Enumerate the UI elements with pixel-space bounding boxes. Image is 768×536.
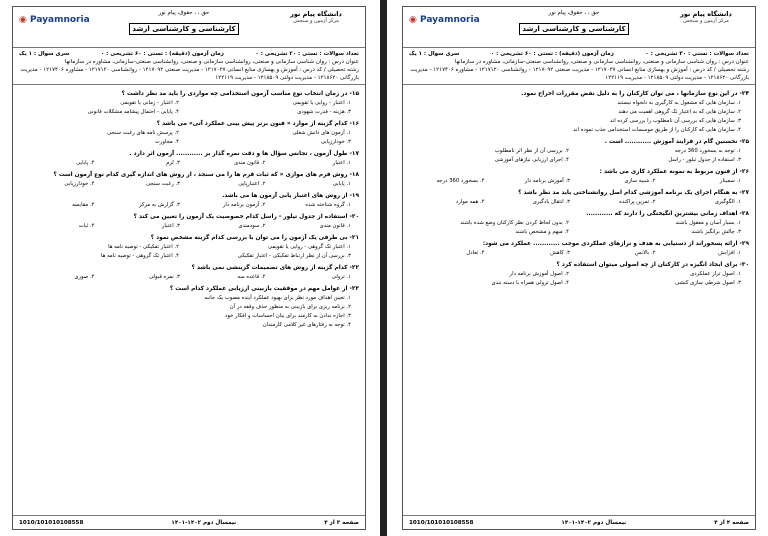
answer-option[interactable]: ۲. سازمان هایی که به اعتبار تک گروهی اهمیت می دهند — [618, 109, 741, 115]
field-code: رشته تحصیلی / کد درس : آموزش و بهسازی منابع انسانی ۱۲۱۷۰۲۷ - مدیریت صنعتی ۱۲۱۷۰۹۲ - روانشناسی ۱۲۱۷۱۲۰ - مشاوره ۱۲۱۷۴۰۶ - مدیریت — [20, 67, 359, 73]
answer-option[interactable]: ۱. اعتبار - روایی یا تقویمی — [292, 100, 351, 106]
answer-option[interactable]: ۳. خودارزیابی — [320, 139, 351, 145]
answer-option[interactable]: ۴. پایایی — [76, 160, 95, 166]
answer-option[interactable]: ۲. بالانس — [634, 250, 656, 256]
exam-time: زمان آزمون (دقیقه) : تستی : ۶۰ تشریحی : ۰ — [490, 51, 614, 57]
question-options — [409, 249, 749, 258]
answer-option[interactable]: ۱. الگوگیری — [714, 199, 741, 205]
answer-option[interactable]: ۱. آزمون های دانش شغلی — [292, 130, 351, 136]
answer-option[interactable]: ۳. انتقال یادگیری — [532, 199, 570, 205]
question-count: تعداد سوالات : تستی : ۳۰ تشریحی : ۰ — [645, 51, 749, 57]
question-series: سری سوال : ۱ یک — [19, 51, 70, 57]
exam-title: کارشناسی و کارشناسی ارشد — [519, 23, 628, 35]
answer-option[interactable]: ۳. اجازه ندادن به کارمند برای بیان احساسات و افکار خود — [224, 313, 351, 319]
answer-option[interactable]: ۱. اعتبار تک گروهی - روایی یا تقویمی — [267, 244, 351, 250]
question-options — [409, 177, 749, 186]
answer-option[interactable]: ۳. استفاده از جدول تیلور - راسل — [668, 157, 741, 163]
question-item — [409, 261, 749, 288]
question-options — [19, 243, 359, 261]
question-item — [19, 90, 359, 117]
question-text: ۲۹- ارائه پسخوراند از دستیابی به هدف و ترازهای عملکردی موجب ............ عملکرد می شود: — [482, 241, 749, 247]
answer-option[interactable]: ۱. افزایش — [718, 250, 741, 256]
exam-title-box — [493, 10, 655, 35]
answer-option[interactable]: ۳. اعتبار — [161, 223, 180, 229]
page-number: صفحه ۴ از ۴ — [714, 519, 749, 526]
question-item — [19, 171, 359, 189]
question-item — [19, 150, 359, 168]
page-footer — [403, 515, 755, 529]
course-title: عنوان درس : روان شناسی سازمانی و صنعتی، روانشناسی سازمانی و صنعتی، روانشناسی صنعتی-سازمانی، مشاوره در سازمانها — [454, 59, 749, 65]
question-text: ۲۱- بی طرفی یک آزمون را می توان با بررسی کدام گزینه مشخص نمود ؟ — [150, 235, 359, 241]
exam-title: کارشناسی و کارشناسی ارشد — [129, 23, 238, 35]
question-options — [409, 198, 749, 207]
field-code: رشته تحصیلی / کد درس : آموزش و بهسازی منابع انسانی ۱۲۱۷۰۲۷ - مدیریت صنعتی ۱۲۱۷۰۹۲ - روانشناسی ۱۲۱۷۱۲۰ - مشاوره ۱۲۱۷۴۰۶ - مدیریت — [410, 67, 749, 73]
question-text: ۲۸- اهداف زمانی بیشترین انگیختگی را دارند که ............ — [586, 211, 749, 217]
answer-option[interactable]: ۲. تمرین پراکنده — [619, 199, 656, 205]
question-item — [409, 138, 749, 165]
brand-logo — [409, 15, 480, 25]
question-text: ۱۸- روش فرم های موازی « که ثبات فرم ها را می سنجد ، از روش های اندازه گیری کدام نوع آزمون است ؟ — [53, 172, 359, 178]
answer-option[interactable]: ۱. بسیار آسان و معقول باشند — [675, 220, 741, 226]
question-item — [409, 240, 749, 258]
answer-option[interactable]: ۲. اصول آموزش برنامه دار — [509, 271, 569, 277]
exam-time: زمان آزمون (دقیقه) : تستی : ۶۰ تشریحی : ۰ — [100, 51, 224, 57]
question-options — [409, 270, 749, 288]
question-options — [19, 99, 359, 117]
question-text: ۲۵- نخستین گام در فرایند آموزش ............ است . — [604, 139, 749, 145]
answer-option[interactable]: ۳. اصول شرطی سازی کنشی — [675, 280, 741, 286]
answer-option[interactable]: ۲. قانون مندی — [233, 160, 266, 166]
question-text: ۱۷- طول آزمون ، تجانس سؤال ها و دقت نمره گذار بر ............ آزمون اثر دارد . — [129, 151, 359, 157]
answer-option[interactable]: ۳. بررسی آن از نظر ارتباط تفکیکی - اعتبار تفکیکی — [237, 253, 351, 259]
answer-option[interactable]: ۳. هزینه - قدرت شهودی — [297, 109, 351, 115]
term-label: نیمسال دوم ۱۴۰۲-۱۴۰۱ — [561, 519, 627, 526]
question-item — [19, 264, 359, 282]
question-text: ۲۰- استفاده از جدول تیلور - راسل کدام خصوصیت یک آزمون را تعیین می کند ؟ — [133, 214, 359, 220]
answer-option[interactable]: ۴. مجاورت — [154, 139, 179, 145]
question-text: ۲۷- به هنگام اجرای یک برنامه آموزشی کدام اصل روانشناختی باید مد نظر باشد ؟ — [518, 190, 749, 196]
brand-logo — [19, 15, 90, 25]
answer-option[interactable]: ۱. ترولی — [331, 274, 351, 280]
answer-option[interactable]: ۱. سمینار — [719, 178, 741, 184]
question-item — [409, 168, 749, 186]
answer-option[interactable]: ۳. چالش برانگیز باشند — [691, 229, 741, 235]
answer-option[interactable]: ۱. گروه شناخته شده — [305, 202, 351, 208]
question-item — [409, 210, 749, 237]
brand-mark-icon: ◉ — [409, 15, 417, 25]
exam-code: 1010/101010108558 — [19, 519, 84, 526]
question-list — [13, 85, 365, 333]
answer-option[interactable]: ۲. آزمون برنامه دار — [222, 202, 266, 208]
answer-option[interactable]: ۳. رغبت سنجی — [146, 181, 180, 187]
answer-option[interactable]: ۱. تعیین اهداف مورد نظر برای بهبود عملکرد آینده مصوب یک جانبه — [204, 295, 351, 301]
question-options — [19, 180, 359, 189]
answer-option[interactable]: ۲. بررسی آن از نظر اثر نامطلوب — [494, 148, 569, 154]
answer-option[interactable]: ۲. اعتبارپایی — [238, 181, 266, 187]
question-options — [19, 273, 359, 282]
center-name: مرکز آزمون و سنجش — [293, 18, 339, 24]
question-text: ۱۹- از روش های اعتبار یابی آزمون ها می باشد. — [222, 193, 359, 199]
answer-option[interactable]: ۴. ثبات — [78, 223, 95, 229]
question-item — [19, 120, 359, 147]
answer-option[interactable]: ۴. اجرای ارزیابی نیازهای آموزشی — [494, 157, 569, 163]
answer-option[interactable]: ۲. اعتبار تفکیکی - توصیه نامه ها — [108, 244, 179, 250]
exam-title-box — [103, 10, 265, 35]
university-logo — [661, 10, 751, 24]
motto: حق ، ، حقوق، پیام نور — [158, 10, 210, 16]
exam-info — [403, 48, 755, 85]
question-list — [403, 85, 755, 291]
page-footer — [13, 515, 365, 529]
answer-option[interactable]: ۱. اعتبار — [332, 160, 351, 166]
question-series: سری سوال : ۱ یک — [409, 51, 460, 57]
answer-option[interactable]: ۱. قانون مندی — [319, 223, 351, 229]
brand-mark-icon: ◉ — [19, 15, 27, 25]
exam-page-left — [12, 6, 366, 530]
answer-option[interactable]: ۲. شبیه سازی — [624, 178, 656, 184]
question-item — [409, 90, 749, 135]
answer-option[interactable]: ۱. پایایی — [332, 181, 351, 187]
answer-option[interactable]: ۲. پرسش نامه های رغبت سنجی — [107, 130, 179, 136]
answer-option[interactable]: ۱. سازمان هایی که مشغول به کارگیری به دلخواه نیستند — [617, 100, 741, 106]
answer-option[interactable]: ۲. بدون لحاظ کردن نظر کارکنان وضع شده باشند — [460, 220, 569, 226]
answer-option[interactable]: ۱. توجه به بسخورد 360 درجه — [674, 148, 741, 154]
page-header — [403, 7, 755, 48]
answer-option[interactable]: ۳. آموزش برنامه دار — [524, 178, 570, 184]
answer-option[interactable]: ۴. سازمان هایی که کارکنان را از طریق موسسات استخدامی جذب نموده اند — [573, 127, 741, 133]
question-item — [19, 192, 359, 210]
answer-option[interactable]: ۱. اصول تراز عملکردی — [690, 271, 741, 277]
answer-option[interactable]: ۴. مقایسه — [72, 202, 95, 208]
answer-option[interactable]: ۲. برنامه ریزی برای بازبینی به منظور حذف وقفه در آن — [229, 304, 351, 310]
page-header — [13, 7, 365, 48]
question-options — [19, 201, 359, 210]
answer-option[interactable]: ۲. سودمندی — [238, 223, 266, 229]
page-divider — [380, 0, 387, 536]
question-text: ۲۶- از فنون مربوط به نمونه عملکرد کاری می باشد : — [599, 169, 749, 175]
motto: حق ، ، حقوق، پیام نور — [548, 10, 600, 16]
answer-option[interactable]: ۴. صوری — [74, 274, 95, 280]
question-text: ۱۵- در زمان انتخاب نوع مناسب آزمون استخدامی چه مواردی را باید مد نظر داشت ؟ — [121, 91, 359, 97]
question-text: ۲۴- در این نوع سازمانها ، می توان کارکنان را به دلیل نقض مقررات اخراج نمود. — [521, 91, 749, 97]
question-text: ۲۳- از عوامل مهم در موفقیت بازبینی ارزیابی عملکرد کدام است ؟ — [169, 286, 359, 292]
answer-option[interactable]: ۲. قاعده سه — [237, 274, 266, 280]
question-item — [409, 189, 749, 207]
answer-option[interactable]: ۳. نمره قبولی — [148, 274, 180, 280]
university-name: دانشگاه پیام نور — [290, 10, 342, 18]
question-item — [19, 234, 359, 261]
question-item — [19, 213, 359, 231]
university-logo — [271, 10, 361, 24]
question-text: ۱۶- کدام گزینه از موارد « فنون برتر پیش بینی عملکرد آتی» می باشد ؟ — [156, 121, 359, 127]
question-options — [19, 294, 359, 330]
question-count: تعداد سوالات : تستی : ۲۰ تشریحی : ۰ — [255, 51, 359, 57]
question-options — [409, 147, 749, 165]
question-options — [409, 99, 749, 135]
term-label: نیمسال دوم ۱۴۰۲-۱۴۰۱ — [171, 519, 237, 526]
answer-option[interactable]: ۳. سازمان هایی که بررسی آن نامطلوب را بررسی کرده اند — [609, 118, 741, 124]
answer-option[interactable]: ۴. مبهم و مشخص باشند — [515, 229, 569, 235]
exam-page-right — [402, 6, 756, 530]
answer-option[interactable]: ۴. بسخورد 360 درجه — [436, 178, 485, 184]
exam-info — [13, 48, 365, 85]
answer-option[interactable]: ۳. گزارش به مرکز — [138, 202, 180, 208]
center-name: مرکز آزمون و سنجش — [683, 18, 729, 24]
question-options — [19, 159, 359, 168]
answer-option[interactable]: ۴. همه موارد — [455, 199, 485, 205]
exam-code: 1010/101010108558 — [409, 519, 474, 526]
question-options — [409, 219, 749, 237]
answer-option[interactable]: ۴. پایایی - احتمال پیشامد مشکلات قانونی — [87, 109, 179, 115]
answer-option[interactable]: ۴. توجه به رفتارهای غیر کلامی کارمندان — [262, 322, 351, 328]
field-code-cont: بازرگانی ۱۲۱۸۶۲۰ - مدیریت دولتی ۱۲۱۸۵۰۹ - مدیریت ۱۲۲۱۱۹ — [605, 75, 749, 81]
answer-option[interactable]: ۳. کاهش — [550, 250, 570, 256]
question-item — [19, 285, 359, 330]
brand-name: Payamnoria — [30, 15, 90, 25]
question-options — [19, 222, 359, 231]
answer-option[interactable]: ۲. اعتبار - زمانی یا تقویمی — [120, 100, 179, 106]
university-name: دانشگاه پیام نور — [680, 10, 732, 18]
answer-option[interactable]: ۴. اعتبار تک گروهی - توصیه نامه ها — [101, 253, 179, 259]
course-title: عنوان درس : روان شناسی سازمانی و صنعتی، روانشناسی سازمانی و صنعتی، روانشناسی صنعتی-سازمانی، مشاوره در سازمانها — [64, 59, 359, 65]
question-text: ۳۰- برای ایجاد انگیزه در کارکنان از چه اصولی میتوان استفاده کرد ؟ — [556, 262, 749, 268]
answer-option[interactable]: ۴. خودارزیابی — [64, 181, 95, 187]
question-options — [19, 129, 359, 147]
answer-option[interactable]: ۳. نُرم — [166, 160, 180, 166]
answer-option[interactable]: ۴. اصول ترولی همراه با دسته بندی — [491, 280, 569, 286]
question-text: ۲۲- کدام گزینه از روش های تصمیمات گزینشی نمی باشد ؟ — [191, 265, 359, 271]
answer-option[interactable]: ۴. تعادل — [466, 250, 485, 256]
brand-name: Payamnoria — [420, 15, 480, 25]
field-code-cont: بازرگانی ۱۲۱۸۶۲۰ - مدیریت دولتی ۱۲۱۸۵۰۹ - مدیریت ۱۲۲۱۱۹ — [215, 75, 359, 81]
page-number: صفحه ۳ از ۴ — [324, 519, 359, 526]
